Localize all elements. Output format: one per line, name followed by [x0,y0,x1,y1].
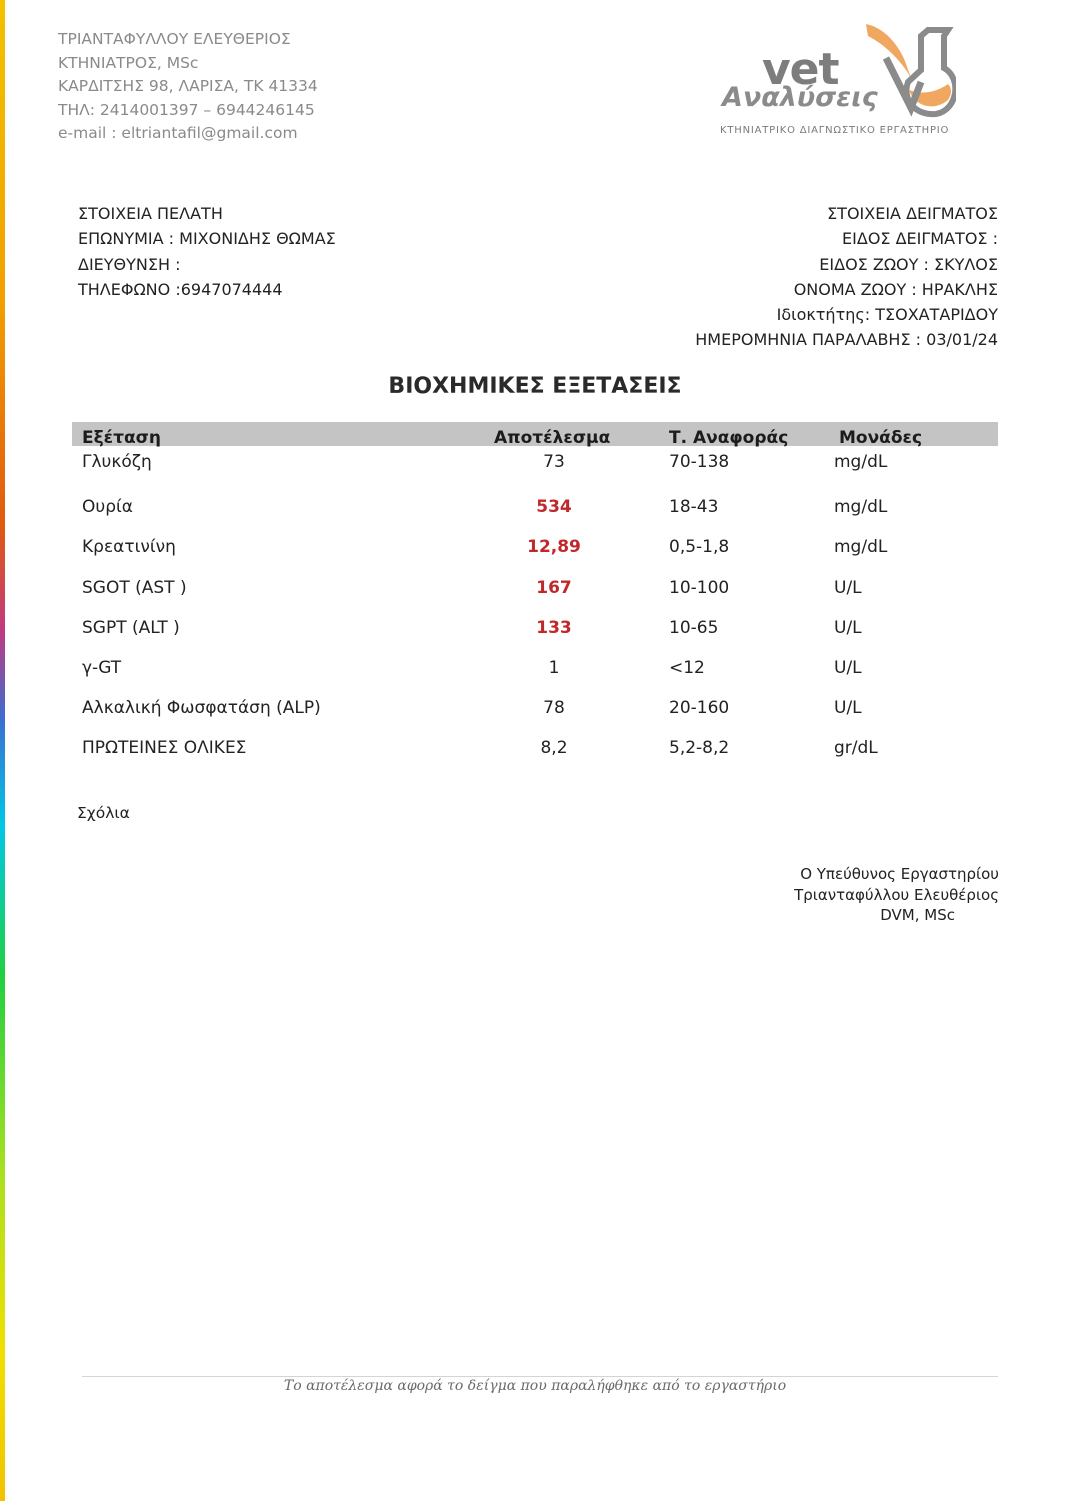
sender-phone: ΤΗΛ: 2414001397 – 6944246145 [58,100,315,119]
cell-test: SGOT (AST ) [82,577,187,598]
table-row [72,607,998,647]
cell-units: U/L [834,577,862,598]
cell-result: 1 [548,657,560,678]
header-result: Αποτέλεσμα [494,428,611,448]
table-body [72,446,998,768]
client-phone: ΤΗΛΕΦΩΝΟ :6947074444 [78,279,283,299]
table-row [72,647,998,687]
cell-result-abnormal: 12,89 [527,537,581,558]
signature-degree: DVM, MSc [880,906,955,924]
cell-result: 78 [543,698,565,719]
cell-units: gr/dL [834,738,878,759]
cell-reference: <12 [669,657,705,678]
cell-result-abnormal: 534 [536,497,572,518]
cell-reference: 10-65 [669,617,719,638]
sample-received-date: ΗΜΕΡΟΜΗΝΙΑ ΠΑΡΑΛΑΒΗΣ : 03/01/24 [695,330,998,350]
cell-reference: 0,5-1,8 [669,537,730,558]
signature-block [794,864,999,926]
table-row [72,687,998,727]
cell-units: U/L [834,657,862,678]
sample-type: ΕΙΔΟΣ ΔΕΙΓΜΑΤΟΣ : [842,229,998,249]
cell-test: Ουρία [82,497,133,518]
sample-animal-name: ΟΝΟΜΑ ΖΩΟΥ : ΗΡΑΚΛΗΣ [793,279,998,299]
client-heading: ΣΤΟΙΧΕΙΑ ΠΕΛΑΤΗ [78,204,223,223]
footer-note: Το αποτέλεσμα αφορά το δείγμα που παραλήφθηκε από το εργαστήριο [283,1378,787,1394]
header-reference: Τ. Αναφοράς [669,428,789,448]
cell-reference: 5,2-8,2 [669,738,730,759]
page-edge-strip [0,0,5,1501]
cell-units: mg/dL [834,537,888,558]
table-row [72,727,998,767]
logo-word-analyseis: Αναλύσεις [722,82,878,113]
sender-block [58,28,318,146]
cell-reference: 70-138 [669,452,730,472]
client-details [78,201,336,302]
comments-label: Σχόλια [77,804,130,822]
header-test: Εξέταση [82,428,161,448]
cell-units: U/L [834,617,862,638]
cell-result: 8,2 [540,738,568,759]
client-name: ΕΠΩΝΥΜΙΑ : ΜΙΧΟΝΙΔΗΣ ΘΩΜΑΣ [78,229,336,249]
table-row [72,486,998,526]
results-table [72,422,998,768]
sample-species: ΕΙΔΟΣ ΖΩΟΥ : ΣΚΥΛΟΣ [819,254,998,274]
cell-result: 73 [543,452,565,472]
client-address: ΔΙΕΥΘΥΝΣΗ : [78,254,181,274]
table-row [72,526,998,566]
table-row [72,446,998,486]
sender-title: ΚΤΗΝΙΑΤΡΟΣ, MSc [58,53,199,72]
lab-logo [716,18,956,143]
cell-test: Αλκαλική Φωσφατάση (ALP) [82,698,321,719]
cell-units: mg/dL [834,497,888,518]
cell-units: mg/dL [834,452,888,472]
cell-reference: 18-43 [669,497,719,518]
cell-test: Γλυκόζη [82,452,152,472]
cell-test: Κρεατινίνη [82,537,176,558]
logo-word-vet: vet [762,44,839,95]
sample-owner: Ιδιοκτήτης: ΤΣΟΧΑΤΑΡΙΔΟΥ [776,305,998,325]
cell-test: SGPT (ALT ) [82,617,180,638]
header-units: Μονάδες [839,428,923,448]
table-header [72,422,998,446]
sample-details [695,201,998,353]
report-title: ΒΙΟΧΗΜΙΚΕΣ ΕΞΕΤΑΣΕΙΣ [388,374,682,399]
sender-address: ΚΑΡΔΙΤΣΗΣ 98, ΛΑΡΙΣΑ, ΤΚ 41334 [58,77,318,95]
logo-subtitle: ΚΤΗΝΙΑΤΡΙΚΟ ΔΙΑΓΝΩΣΤΙΚΟ ΕΡΓΑΣΤΗΡΙΟ [720,125,950,136]
cell-result-abnormal: 167 [536,577,572,598]
footer-divider [82,1376,998,1377]
table-row [72,567,998,607]
cell-reference: 20-160 [669,698,730,719]
cell-test: ΠΡΩΤΕΙΝΕΣ ΟΛΙΚΕΣ [82,738,247,759]
sample-heading: ΣΤΟΙΧΕΙΑ ΔΕΙΓΜΑΤΟΣ [827,204,998,223]
sender-name: ΤΡΙΑΝΤΑΦΥΛΛΟΥ ΕΛΕΥΘΕΡΙΟΣ [58,30,291,48]
cell-result-abnormal: 133 [536,617,572,638]
cell-units: U/L [834,698,862,719]
cell-reference: 10-100 [669,577,730,598]
cell-test: γ-GT [82,657,122,678]
sender-email: e-mail : eltriantafil@gmail.com [58,124,298,142]
signature-name: Τριανταφύλλου Ελευθέριος [794,885,999,904]
signature-role: Ο Υπεύθυνος Εργαστηρίου [800,865,999,883]
